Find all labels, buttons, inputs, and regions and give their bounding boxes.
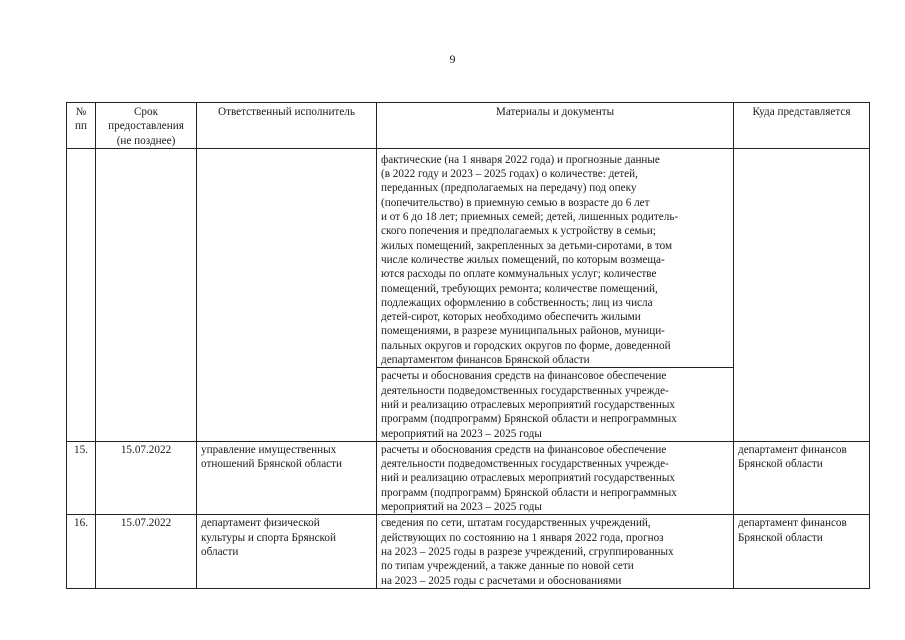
row-recipient: департамент финансов Брянской области <box>734 441 870 514</box>
row-executor: департамент физической культуры и спорта Брянской области <box>197 515 377 588</box>
row-num: 15. <box>67 441 96 514</box>
schedule-table <box>66 102 870 589</box>
table-row-15 <box>67 441 870 514</box>
row-materials: сведения по сети, штатам государственных учреждений, действующих по состоянию на 1 января 2022 года, прогноз на 2023 – 2025 годы в разрезе учреждений, сгруппированных по типам учреждений, а также данные по новой сети на 2023 – 2025 годы с расчетами и обоснованиями <box>377 515 734 588</box>
row-date: 15.07.2022 <box>96 441 197 514</box>
continuation-executor-cell <box>197 148 377 441</box>
continuation-date-cell <box>96 148 197 441</box>
table-row-16 <box>67 515 870 588</box>
row-recipient: департамент финансов Брянской области <box>734 515 870 588</box>
header-executor: Ответственный исполнитель <box>197 103 377 149</box>
continuation-num-cell <box>67 148 96 441</box>
table-header-row <box>67 103 870 149</box>
continuation-row-1 <box>67 148 870 367</box>
row-num: 16. <box>67 515 96 588</box>
page-number: 9 <box>449 52 456 66</box>
header-materials: Материалы и документы <box>377 103 734 149</box>
row-executor: управление имущественных отношений Брянской области <box>197 441 377 514</box>
continuation-recipient-cell <box>734 148 870 441</box>
header-num: № пп <box>67 103 96 149</box>
continuation-materials-block-2: расчеты и обоснования средств на финансовое обеспечение деятельности подведомственных государственных учрежде- ний и реализацию отраслевых мероприятий государственных программ (подпрограмм) Брянской области и непрограммных мероприятий на 2023 – 2025 годы <box>377 368 734 441</box>
row-materials: расчеты и обоснования средств на финансовое обеспечение деятельности подведомственных государственных учрежде- ний и реализацию отраслевых мероприятий государственных программ (подпрограмм) Брянской области и непрограммных мероприятий на 2023 – 2025 годы <box>377 441 734 514</box>
row-date: 15.07.2022 <box>96 515 197 588</box>
continuation-materials-block-1: фактические (на 1 января 2022 года) и прогнозные данные (в 2022 году и 2023 – 2025 годах) о количестве: детей, переданных (предполагаемых на передачу) под опеку (попечительство) в приемную семью в возрасте до 6 лет и от 6 до 18 лет; приемных семей; детей, лишенных родитель- ского попечения и предполагаемых к устройству в семьи; жилых помещений, закрепленных за детьми-сиротами, в том числе количестве жилых помещений, по которым возмеща- ются расходы по оплате коммунальных услуг; количестве помещений, требующих ремонта; количестве помещений, подлежащих оформлению в собственность; лиц из числа детей-сирот, которых необходимо обеспечить жилыми помещениями, в разрезе муниципальных районов, муници- пальных округов и городских округов по форме, доведенной департаментом финансов Брянской области <box>377 148 734 367</box>
header-deadline: Срок предоставления (не позднее) <box>96 103 197 149</box>
header-recipient: Куда представляется <box>734 103 870 149</box>
